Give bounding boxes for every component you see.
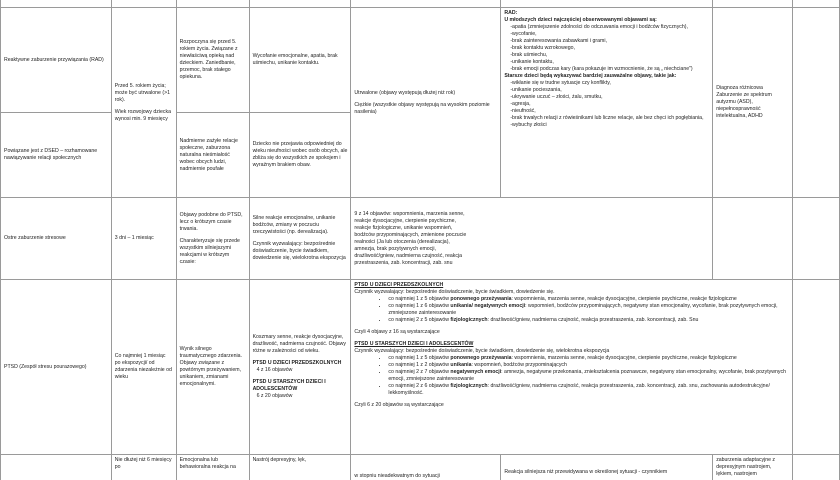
table-row: [1, 8, 840, 113]
symptoms-cell: Dziecko nie przejawia odpowiedniej do wieku nieufności wobec osób obcych, ale zbliża się do wszystkich ze spokojem i wyraźnym brakiem obaw.: [249, 113, 351, 198]
list-item: • co najmniej 2 z 7 objawów negatywnych emocji: amnezja, negatywne przekonania, zniekształcenia poznawcze, negatywny stan emocjonalny, wycofanie, brak pozytywnych emocji, zmniejszone zainteresowanie: [388, 369, 789, 383]
list-item: -ukrywanie uczuć – złości, żalu, smutku,: [510, 94, 603, 100]
cause-cell: Objawy podobne do PTSD, lecz o krótszym czasie trwania. Charakteryzuje się przede wszystkim silniejszymi reakcjami w krótszym czasie:: [176, 198, 249, 280]
differential-cell: Diagnoza różnicowa Zaburzenie ze spektrum autyzmu (ASD), niepełnosprawność intelektualna, ADHD: [713, 8, 793, 198]
list-item: -brak trwałych relacji z rówieśnikami lub liczne relacje, ale bez chęci ich pogłębiania,: [510, 115, 704, 121]
list-item: -brak emocji podczas kary (kara pokazuje im wzmocnienie, że są „ niechciane"): [510, 66, 693, 72]
duration-cell: Reakcja silniejsza niż przewidywana w określonej sytuacji - czynnikiem: [501, 455, 713, 480]
list-item: -unikanie kontaktu,: [510, 59, 554, 65]
list-item: • co najmniej 1 z 5 objawów ponownego przeżywania: wspomnienia, marzenia senne, reakcje dysocjacyjne, cierpienie psychiczne, reakcje fizjologiczne: [388, 296, 789, 303]
disorder-name: Reaktywne zaburzenie przywiązania (RAD): [1, 8, 112, 113]
criteria-list: [354, 355, 789, 397]
criteria-cell: RAD: U młodszych dzieci najczęściej obserwowanymi objawami są: -apatia (zmniejszenie zdolności do odczuwania emocji i bodźców fizycznych), -wycofanie, -brak zainteresowania zabawkami i grami, -brak kontaktu wzrokowego, -brak uśmiechu, -unikanie kontaktu, -brak emocji podczas kary (kara pokazuje im wzmocnienie, że są „ niechciane") Starsze dzieci będą wykazywać bardziej zauważalne objawy, takie jak: -wikłanie się w trudne sytuacje czy konflikty, -unikanie pocieszania, -ukrywanie uczuć – złości, żalu, smutku, -agresja, -nieufność, -brak trwałych relacji z rówieśnikami lub liczne relacje, ale bez chęci ich pogłębiania, -wybuchy złości: [501, 8, 713, 198]
cause-cell: Wynik silnego traumatycznego zdarzenia. Objawy związane z powtórnym przeżywaniem, unikaniem, zmianami emocjonalnymi.: [176, 280, 249, 455]
table-row: [1, 198, 840, 280]
criteria-cell: PTSD U DZIECI PRZEDSZKOLNYCH Czynnik wyzwalający: bezpośrednie doświadczenie, bycie świadkiem, dowiedzenie się. • co najmniej 1 z 5 objawów ponownego przeżywania: wspomnienia, marzenia senne, reakcje dysocjacyjne, cierpienie psychiczne, reakcje fizjologiczne • co najmniej 1 z 6 objawów unikania/ negatywnych emocji: wspomnień, bodźców przypominających, negatywny stan emocjonalny, wycofanie, brak pozytywnych emocji, zmniejszone zainteresowanie • co najmniej 2 z 5 objawów fizjologicznych: drażliwość/gniew, nadmierna czujność, reakcja przestraszenia, zab. koncentracji, zab. Snu Czyli 4 objawy z 16 są wystarczające PTSD U STARSZYCH DZIECI I ADOLESCENTÓW Czynnik wyzwalający: bezpośrednie doświadczenie, bycie świadkiem, dowiedzenie się, wielokrotna ekspozycja • co najmniej 1 z 5 objawów ponownego przeżywania: wspomnienia, marzenia senne, reakcje dysocjacyjne, cierpienie psychiczne, reakcje fizjologiczne • co najmniej 1 z 2 objawów unikania: wspomnień, bodźców przypominających • co najmniej 2 z 7 objawów negatywnych emocji: amnezja, negatywne przekonania, zniekształcenia poznawcze, negatywny stan emocjonalny, wycofanie, brak pozytywnych emocji, zmniejszone zainteresowanie • co najmniej 2 z 6 objawów fizjologicznych: drażliwość/gniew, nadmierna czujność, reakcja przestraszenia, zab. koncentracji, zab. snu, zachowania autodestrukcyjne/ lekkomyślność. Czyli 6 z 20 objawów są wystarczające: [351, 280, 793, 455]
duration-cell: Utrwalone (objawy występują dłużej niż rok) Ciężkie (wszystkie objawy występują na wysokim poziomie nasilenia): [351, 8, 501, 198]
symptoms-cell: Wycofanie emocjonalne, apatia, brak uśmiechu, unikanie kontaktu.: [249, 8, 351, 113]
criteria-cell: w stopniu nieadekwatnym do sytuacji: [351, 455, 501, 480]
onset-cell: 3 dni – 1 miesiąc: [111, 198, 176, 280]
list-item: -brak zainteresowania zabawkami i grami,: [510, 38, 607, 44]
criteria-list: [504, 80, 709, 129]
list-item: • co najmniej 1 z 5 objawów ponownego przeżywania: wspomnienia, marzenia senne, reakcje dysocjacyjne, cierpienie psychiczne, reakcje fizjologiczne: [388, 355, 789, 362]
disorder-name: Powiązane jest z DSED – rozhamowane nawiązywanie relacji społecznych: [1, 113, 112, 198]
symptoms-cell: Silne reakcje emocjonalne, unikanie bodźców, zmiany w poczuciu rzeczywistości (np. derealizacja). Czynnik wyzwalający: bezpośrednie doświadczenie, bycie świadkiem, dowiedzenie się, wielokrotna ekspozycja: [249, 198, 351, 280]
disorder-name: PTSD (Zespół stresu pourazowego): [1, 280, 112, 455]
cause-cell: Emocjonalna lub behawioralna reakcja na: [176, 455, 249, 480]
criteria-cell: 9 z 14 objawów: wspomnienia, marzenia senne, reakcje dysocjacyjne, cierpienie psychiczne, reakcje fizjologiczne, unikanie wspomnień, bodźców przypominających, zmienione poczucie realności (Ja lub otoczenia (derealizacja), amnezja, brak pozytywnych emocji, drażliwość/gniew, nadmierna czujność, reakcja przestraszenia, zab. koncentracji, zab. snu: [351, 198, 713, 280]
list-item: -wikłanie się w trudne sytuacje czy konflikty,: [510, 80, 611, 86]
list-item: -nieufność,: [510, 108, 536, 114]
list-item: -wybuchy złości: [510, 122, 547, 128]
onset-cell: Nie dłużej niż 6 miesięcy po: [111, 455, 176, 480]
list-item: -brak uśmiechu,: [510, 52, 548, 58]
onset-cell: Co najmniej 1 miesiąc po ekspozycji/ od zdarzenia niezależnie od wieku: [111, 280, 176, 455]
list-item: • co najmniej 1 z 2 objawów unikania: wspomnień, bodźców przypominających: [388, 362, 789, 369]
table-row: [1, 280, 840, 455]
cause-cell: Nadmierne zażyłe relacje społeczne, zaburzona naturalna nieśmiałość wobec obcych ludzi, nadmiernie poufałe: [176, 113, 249, 198]
list-item: • co najmniej 2 z 5 objawów fizjologicznych: drażliwość/gniew, nadmierna czujność, reakcja przestraszenia, zab. koncentracji, zab. Snu: [388, 317, 789, 324]
criteria-list: [504, 24, 709, 73]
header-row: [1, 0, 840, 8]
cause-cell: Rozpoczyna się przed 5. rokiem życia. Związane z niewłaściwą opieką nad dzieckiem. Zaniedbanie, przemoc, brak stałego opiekuna.: [176, 8, 249, 113]
onset-cell: Przed 5. rokiem życia; może być utrwalone (>1 rok). Wiek rozwojowy dziecka wynosi min. 9 miesięcy: [111, 8, 176, 198]
disorder-name: Ostre zaburzenie stresowe: [1, 198, 112, 280]
symptoms-cell: Koszmary senne, reakcje dysocjacyjne, drażliwość, nadmierna czujność. Objawy różne w zależności od wieku. PTSD U DZIECI PRZEDSZKOLNYCH 4 z 16 objawów PTSD U STARSZYCH DZIECI I ADOLESCENTÓW 6 z 20 objawów: [249, 280, 351, 455]
list-item: -brak kontaktu wzrokowego,: [510, 45, 575, 51]
list-item: • co najmniej 2 z 6 objawów fizjologicznych: drażliwość/gniew, nadmierna czujność, reakcja przestraszenia, zab. koncentracji, zab. snu, zachowania autodestrukcyjne/ lekkomyślność.: [388, 383, 789, 397]
criteria-list: [354, 296, 789, 324]
list-item: -unikanie pocieszania,: [510, 87, 562, 93]
list-item: -apatia (zmniejszenie zdolności do odczuwania emocji i bodźców fizycznych),: [510, 24, 688, 30]
list-item: -agresja,: [510, 101, 531, 107]
list-item: • co najmniej 1 z 6 objawów unikania/ negatywnych emocji: wspomnień, bodźców przypominających, negatywny stan emocjonalny, wycofanie, brak pozytywnych emocji, zmniejszone zainteresowanie: [388, 303, 789, 317]
symptoms-cell: Nastrój depresyjny, lęk,: [249, 455, 351, 480]
list-item: -wycofanie,: [510, 31, 537, 37]
table-row: [1, 455, 840, 480]
differential-cell: zaburzenia adaptacyjne z depresyjnym nastrojem, lękiem, nastrojem: [713, 455, 793, 480]
